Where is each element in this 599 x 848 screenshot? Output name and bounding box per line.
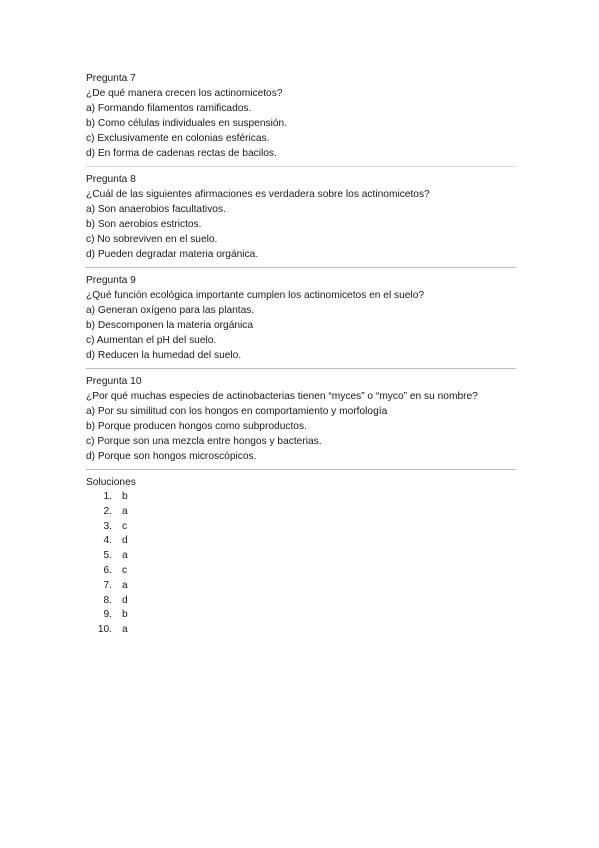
answer-option-c: c) Porque son una mezcla entre hongos y bacterias. [86,436,322,447]
question-title: Pregunta 7 [86,73,136,84]
answer-option-a: a) Formando filamentos ramificados. [86,103,252,114]
answer-option-a: a) Son anaerobios facultativos. [86,204,226,215]
solution-number: 3. [103,520,112,532]
question-text: ¿Cuál de las siguientes afirmaciones es verdadera sobre los actinomicetos? [86,189,430,200]
answer-option-d: d) Pueden degradar materia orgánica. [86,249,259,260]
solution-answer: d [122,594,128,606]
solution-answer: b [122,609,128,621]
question-title: Pregunta 10 [86,376,142,387]
answer-option-a: a) Por su similitud con los hongos en comportamiento y morfología [86,406,388,417]
solution-number: 4. [103,535,112,547]
answer-option-b: b) Porque producen hongos como subproductos. [86,421,307,432]
solution-item [86,564,516,579]
answer-option-b: b) Como células individuales en suspensión. [86,118,288,129]
solution-number: 2. [103,505,112,517]
solution-item [86,534,516,549]
answer-option-d: d) En forma de cadenas rectas de bacilos. [86,148,277,159]
solution-item [86,623,516,638]
solution-answer: a [122,579,128,591]
solution-answer: c [122,564,128,576]
question-title: Pregunta 9 [86,275,136,286]
question-8 [86,172,516,262]
document-page [86,71,516,638]
solution-answer: c [122,520,128,532]
divider [86,166,516,167]
solution-item [86,520,516,535]
question-9 [86,273,516,363]
solution-item [86,579,516,594]
solution-number: 5. [103,550,112,562]
solution-answer: b [122,491,128,502]
solution-number: 9. [103,609,112,621]
answer-option-c: c) No sobreviven en el suelo. [86,234,218,245]
divider [86,368,516,369]
solution-item [86,490,516,505]
answer-option-c: c) Exclusivamente en colonias esféricas. [86,133,270,144]
solution-item [86,505,516,520]
solution-number: 8. [103,594,112,606]
question-7 [86,71,516,161]
answer-option-a: a) Generan oxígeno para las plantas. [86,305,255,316]
question-text: ¿Por qué muchas especies de actinobacterias tienen “myces” o “myco” en su nombre? [86,391,478,402]
solution-answer: a [122,505,128,517]
divider [86,469,516,470]
answer-option-c: c) Aumentan el pH del suelo. [86,335,217,346]
question-title: Pregunta 8 [86,174,136,185]
answer-option-d: d) Porque son hongos microscópicos. [86,451,257,462]
question-10 [86,374,516,464]
answer-option-b: b) Son aerobios estrictos. [86,219,202,230]
question-text: ¿Qué función ecológica importante cumplen los actinomicetos en el suelo? [86,290,425,301]
solution-number: 6. [103,564,112,576]
answer-option-b: b) Descomponen la materia orgánica [86,320,254,331]
solution-item [86,608,516,623]
solutions-list [86,490,516,638]
divider [86,267,516,268]
solution-item [86,549,516,564]
solution-answer: a [122,550,128,562]
solution-number: 1. [103,491,112,502]
solution-answer: d [122,535,128,547]
solutions-section [86,475,516,638]
solution-item [86,594,516,609]
solution-number: 10. [97,624,112,636]
solutions-heading: Soluciones [86,477,136,488]
answer-option-d: d) Reducen la humedad del suelo. [86,350,242,361]
question-text: ¿De qué manera crecen los actinomicetos? [86,88,283,99]
solution-number: 7. [103,579,112,591]
solution-answer: a [122,624,128,636]
